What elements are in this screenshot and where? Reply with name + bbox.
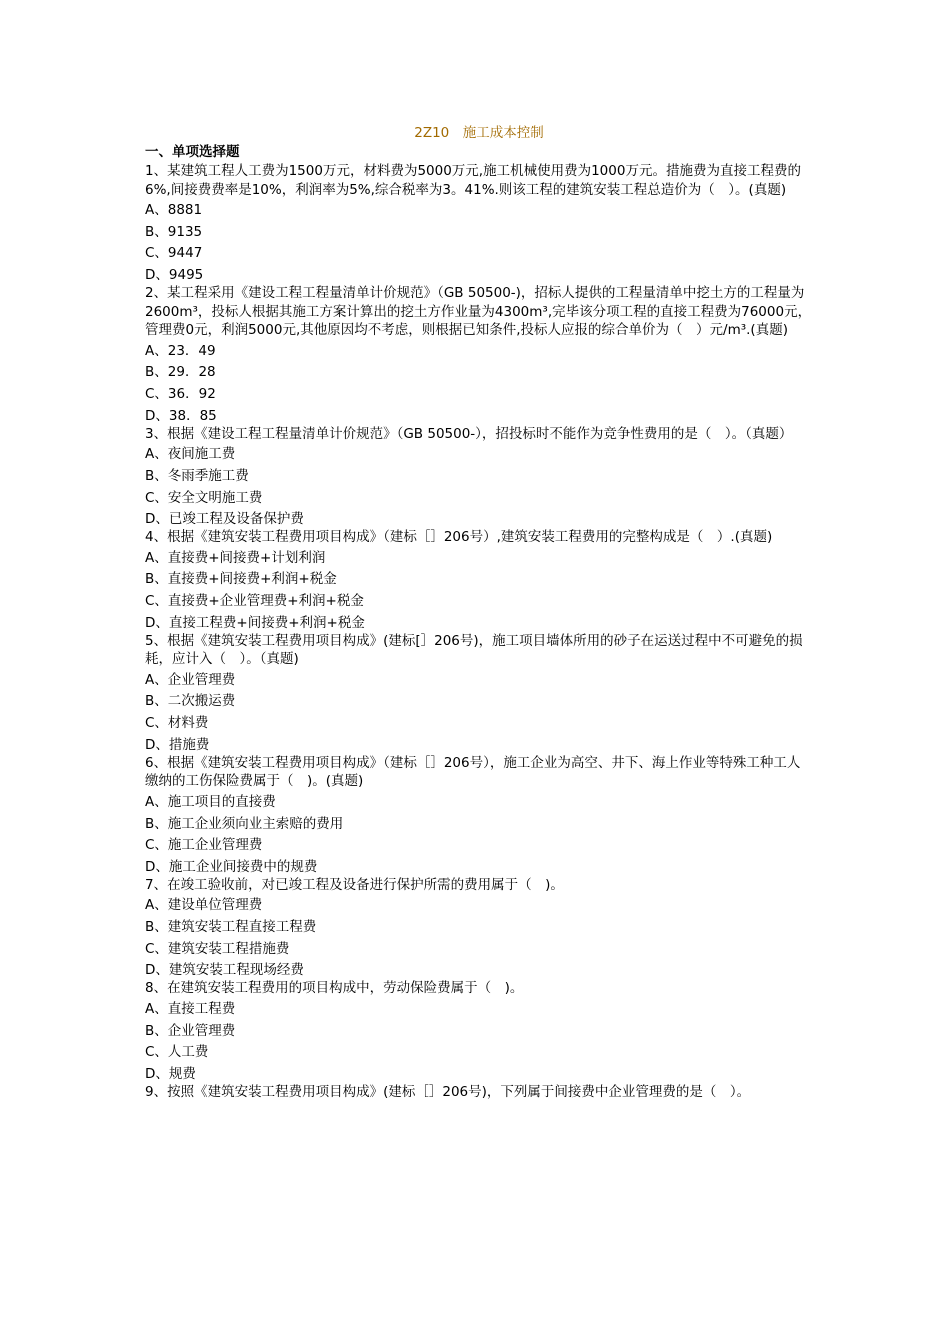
question-8-option-c: C、人工费 bbox=[145, 1044, 209, 1061]
question-2-option-d: D、38．85 bbox=[145, 407, 217, 424]
question-text: 7、在竣工验收前，对已竣工程及设备进行保护所需的费用属于（ )。 bbox=[145, 876, 564, 893]
question-4-option-d: D、直接工程费+间接费+利润+税金 bbox=[145, 614, 365, 631]
question-6-option-b: B、施工企业须向业主索赔的费用 bbox=[145, 815, 344, 832]
question-6-option-c: C、施工企业管理费 bbox=[145, 837, 263, 854]
question-3-option-a: A、夜间施工费 bbox=[145, 446, 236, 463]
question-text: 8、在建筑安装工程费用的项目构成中，劳动保险费属于（ )。 bbox=[145, 980, 524, 997]
question-1-option-c: C、9447 bbox=[145, 245, 203, 262]
question-text: 2、某工程采用《建设工程工程量清单计价规范》（GB 50500-)，招标人提供的工程量清单中挖土方的工程量为2600m³，投标人根据其施工方案计算出的挖土方作业量为4300m³,完毕该分项工程的直接工程费为76000元，管理费0元，利润5000元,其他原因均不考虑，则根据已知条件,投标人应报的综合单价为（ ）元/m³.(真题) bbox=[145, 285, 812, 339]
question-7-option-b: B、建筑安装工程直接工程费 bbox=[145, 919, 317, 936]
question-7-option-d: D、建筑安装工程现场经费 bbox=[145, 962, 304, 979]
question-5-option-d: D、措施费 bbox=[145, 736, 210, 753]
question-3-option-c: C、安全文明施工费 bbox=[145, 489, 263, 506]
question-4-option-b: B、直接费+间接费+利润+税金 bbox=[145, 571, 337, 588]
question-3-option-d: D、已竣工程及设备保护费 bbox=[145, 511, 304, 528]
question-9 bbox=[145, 1083, 813, 1102]
question-3-option-b: B、冬雨季施工费 bbox=[145, 467, 249, 484]
question-4-option-a: A、直接费+间接费+计划利润 bbox=[145, 549, 326, 566]
question-2-option-a: A、23．49 bbox=[145, 342, 216, 359]
question-1-option-d: D、9495 bbox=[145, 267, 204, 284]
question-1 bbox=[145, 162, 813, 284]
question-3 bbox=[145, 425, 813, 529]
question-7-option-c: C、建筑安装工程措施费 bbox=[145, 940, 290, 957]
question-text: 9、按照《建筑安装工程费用项目构成》(建标［］206号)，下列属于间接费中企业管理费的是（ ）。 bbox=[145, 1084, 751, 1100]
question-5 bbox=[145, 632, 813, 754]
question-6-option-a: A、施工项目的直接费 bbox=[145, 793, 276, 810]
question-list bbox=[145, 162, 813, 1102]
question-5-option-b: B、二次搬运费 bbox=[145, 693, 236, 710]
question-4 bbox=[145, 528, 813, 632]
question-text: 5、根据《建筑安装工程费用项目构成》(建标[］206号)，施工项目墙体所用的砂子在运送过程中不可避免的损耗，应计入（ ）。（真题) bbox=[145, 632, 803, 668]
section-heading: 一、单项选择题 bbox=[145, 144, 240, 160]
question-5-option-c: C、材料费 bbox=[145, 715, 209, 732]
question-6-option-d: D、施工企业间接费中的规费 bbox=[145, 858, 318, 875]
question-1-option-b: B、9135 bbox=[145, 223, 203, 240]
question-8-option-b: B、企业管理费 bbox=[145, 1022, 236, 1039]
question-2-option-b: B、29．28 bbox=[145, 364, 216, 381]
question-text: 1、某建筑工程人工费为1500万元，材料费为5000万元,施工机械使用费为1000万元。措施费为直接工程费的6%,间接费费率是10%，利润率为5%,综合税率为3。41%.则该工程的建筑安装工程总造价为（ ）。(真题) bbox=[145, 163, 801, 198]
question-2 bbox=[145, 284, 813, 425]
question-1-option-a: A、8881 bbox=[145, 202, 203, 218]
document-page bbox=[145, 124, 813, 1104]
question-4-option-c: C、直接费+企业管理费+利润+税金 bbox=[145, 593, 364, 610]
document-title: 2Z10 施工成本控制 bbox=[414, 125, 544, 141]
question-text: 3、根据《建设工程工程量清单计价规范》（GB 50500-），招投标时不能作为竞争性费用的是（ ）。（真题） bbox=[145, 425, 793, 442]
question-text: 4、根据《建筑安装工程费用项目构成》（建标［］206号）,建筑安装工程费用的完整构成是（ ）.(真题) bbox=[145, 529, 773, 546]
question-8-option-a: A、直接工程费 bbox=[145, 1000, 236, 1017]
question-5-option-a: A、企业管理费 bbox=[145, 671, 236, 688]
question-7 bbox=[145, 876, 813, 980]
question-6 bbox=[145, 754, 813, 876]
question-8-option-d: D、规费 bbox=[145, 1066, 196, 1082]
question-7-option-a: A、建设单位管理费 bbox=[145, 897, 263, 914]
question-8 bbox=[145, 979, 813, 1083]
question-text: 6、根据《建筑安装工程费用项目构成》（建标［］206号），施工企业为高空、井下、海上作业等特殊工种工人缴纳的工伤保险费属于（ )。(真题) bbox=[145, 754, 801, 790]
question-2-option-c: C、36．92 bbox=[145, 385, 216, 402]
